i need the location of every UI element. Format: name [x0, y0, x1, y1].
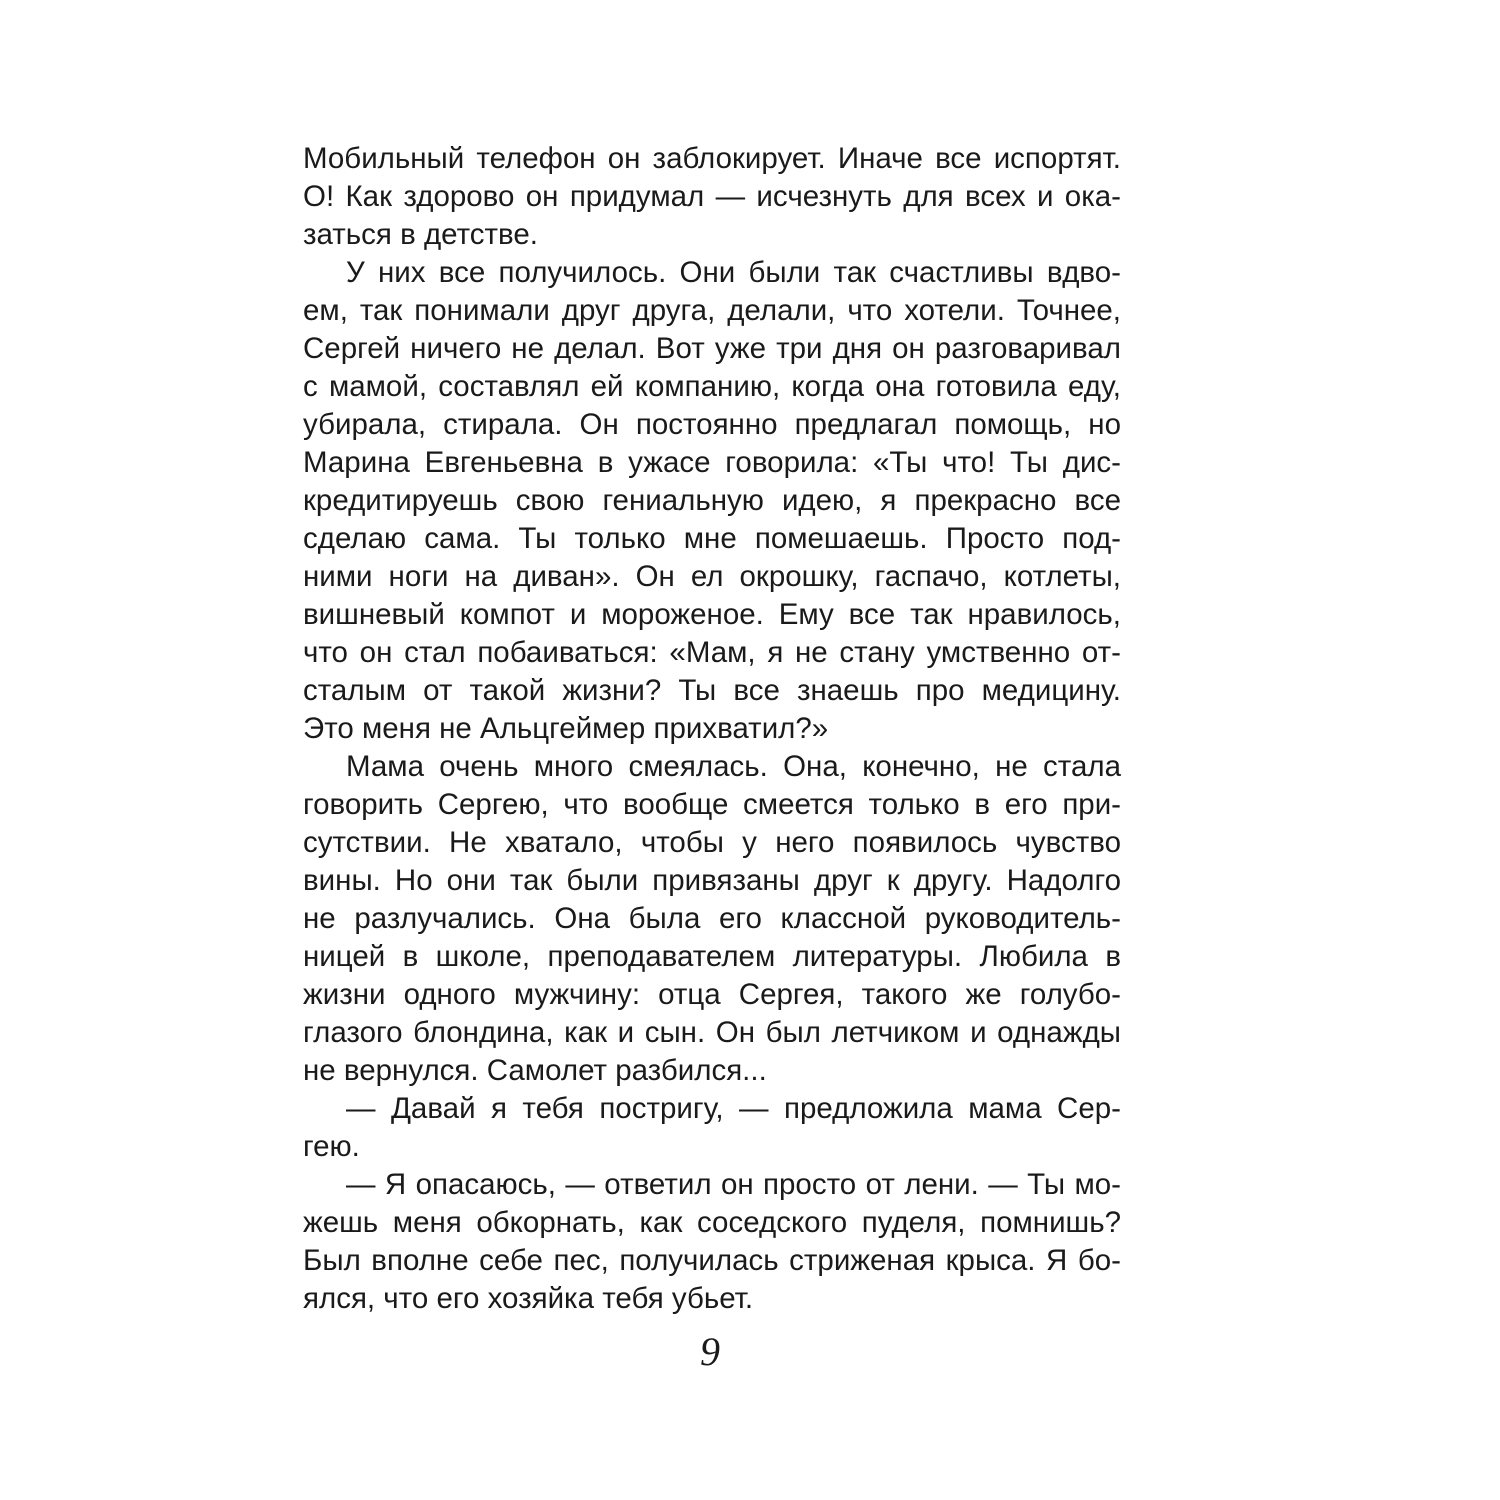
text-line: вины. Но они так были привязаны друг к другу. Надолго [303, 864, 1121, 897]
text-line: заться в детстве. [303, 218, 538, 251]
text-line: ем, так понимали друг друга, делали, что хотели. Точнее, [303, 294, 1121, 327]
text-line: ницей в школе, преподавателем литературы. Любила в [303, 940, 1121, 973]
text-line: ялся, что его хозяйка тебя убьет. [303, 1282, 754, 1315]
text-line: сталым от такой жизни? Ты все знаешь про медицину. [303, 674, 1121, 707]
text-line: Сергей ничего не делал. Вот уже три дня он разговаривал [303, 332, 1121, 365]
text-line: ними ноги на диван». Он ел окрошку, гаспачо, котлеты, [303, 560, 1121, 593]
text-line: Марина Евгеньевна в ужасе говорила: «Ты что! Ты дис- [303, 446, 1121, 479]
text-line: не вернулся. Самолет разбился... [303, 1054, 767, 1087]
text-line: — Я опасаюсь, — ответил он просто от лени. — Ты мо- [346, 1168, 1121, 1201]
text-line: говорить Сергею, что вообще смеется только в его при- [303, 788, 1121, 821]
page-number: 9 [700, 1329, 720, 1374]
text-line: что он стал побаиваться: «Мам, я не стану умственно от- [303, 636, 1121, 669]
text-line: — Давай я тебя постригу, — предложила мама Сер- [346, 1092, 1121, 1125]
text-line: Мама очень много смеялась. Она, конечно, не стала [346, 750, 1121, 783]
text-line: Был вполне себе пес, получилась стриженая крыса. Я бо- [303, 1244, 1121, 1277]
text-line: гею. [303, 1130, 360, 1163]
body-text [303, 140, 1121, 1318]
text-line: с мамой, составлял ей компанию, когда она готовила еду, [303, 370, 1121, 403]
text-line: жешь меня обкорнать, как соседского пуделя, помнишь? [303, 1206, 1121, 1239]
text-line: Мобильный телефон он заблокирует. Иначе все испортят. [303, 142, 1121, 175]
text-line: сутствии. Не хватало, чтобы у него появилось чувство [303, 826, 1121, 859]
text-line: убирала, стирала. Он постоянно предлагал помощь, но [303, 408, 1121, 441]
text-line: У них все получилось. Они были так счастливы вдво- [346, 256, 1121, 289]
text-line: вишневый компот и мороженое. Ему все так нравилось, [303, 598, 1121, 631]
text-line: глазого блондина, как и сын. Он был летчиком и однажды [303, 1016, 1121, 1049]
text-line: Это меня не Альцгеймер прихватил?» [303, 712, 829, 745]
text-line: жизни одного мужчину: отца Сергея, такого же голубо- [303, 978, 1121, 1011]
text-line: сделаю сама. Ты только мне помешаешь. Просто под- [303, 522, 1121, 555]
text-line: О! Как здорово он придумал — исчезнуть для всех и ока- [303, 180, 1121, 213]
text-line: не разлучались. Она была его классной руководитель- [303, 902, 1121, 935]
text-line: кредитируешь свою гениальную идею, я прекрасно все [303, 484, 1121, 517]
